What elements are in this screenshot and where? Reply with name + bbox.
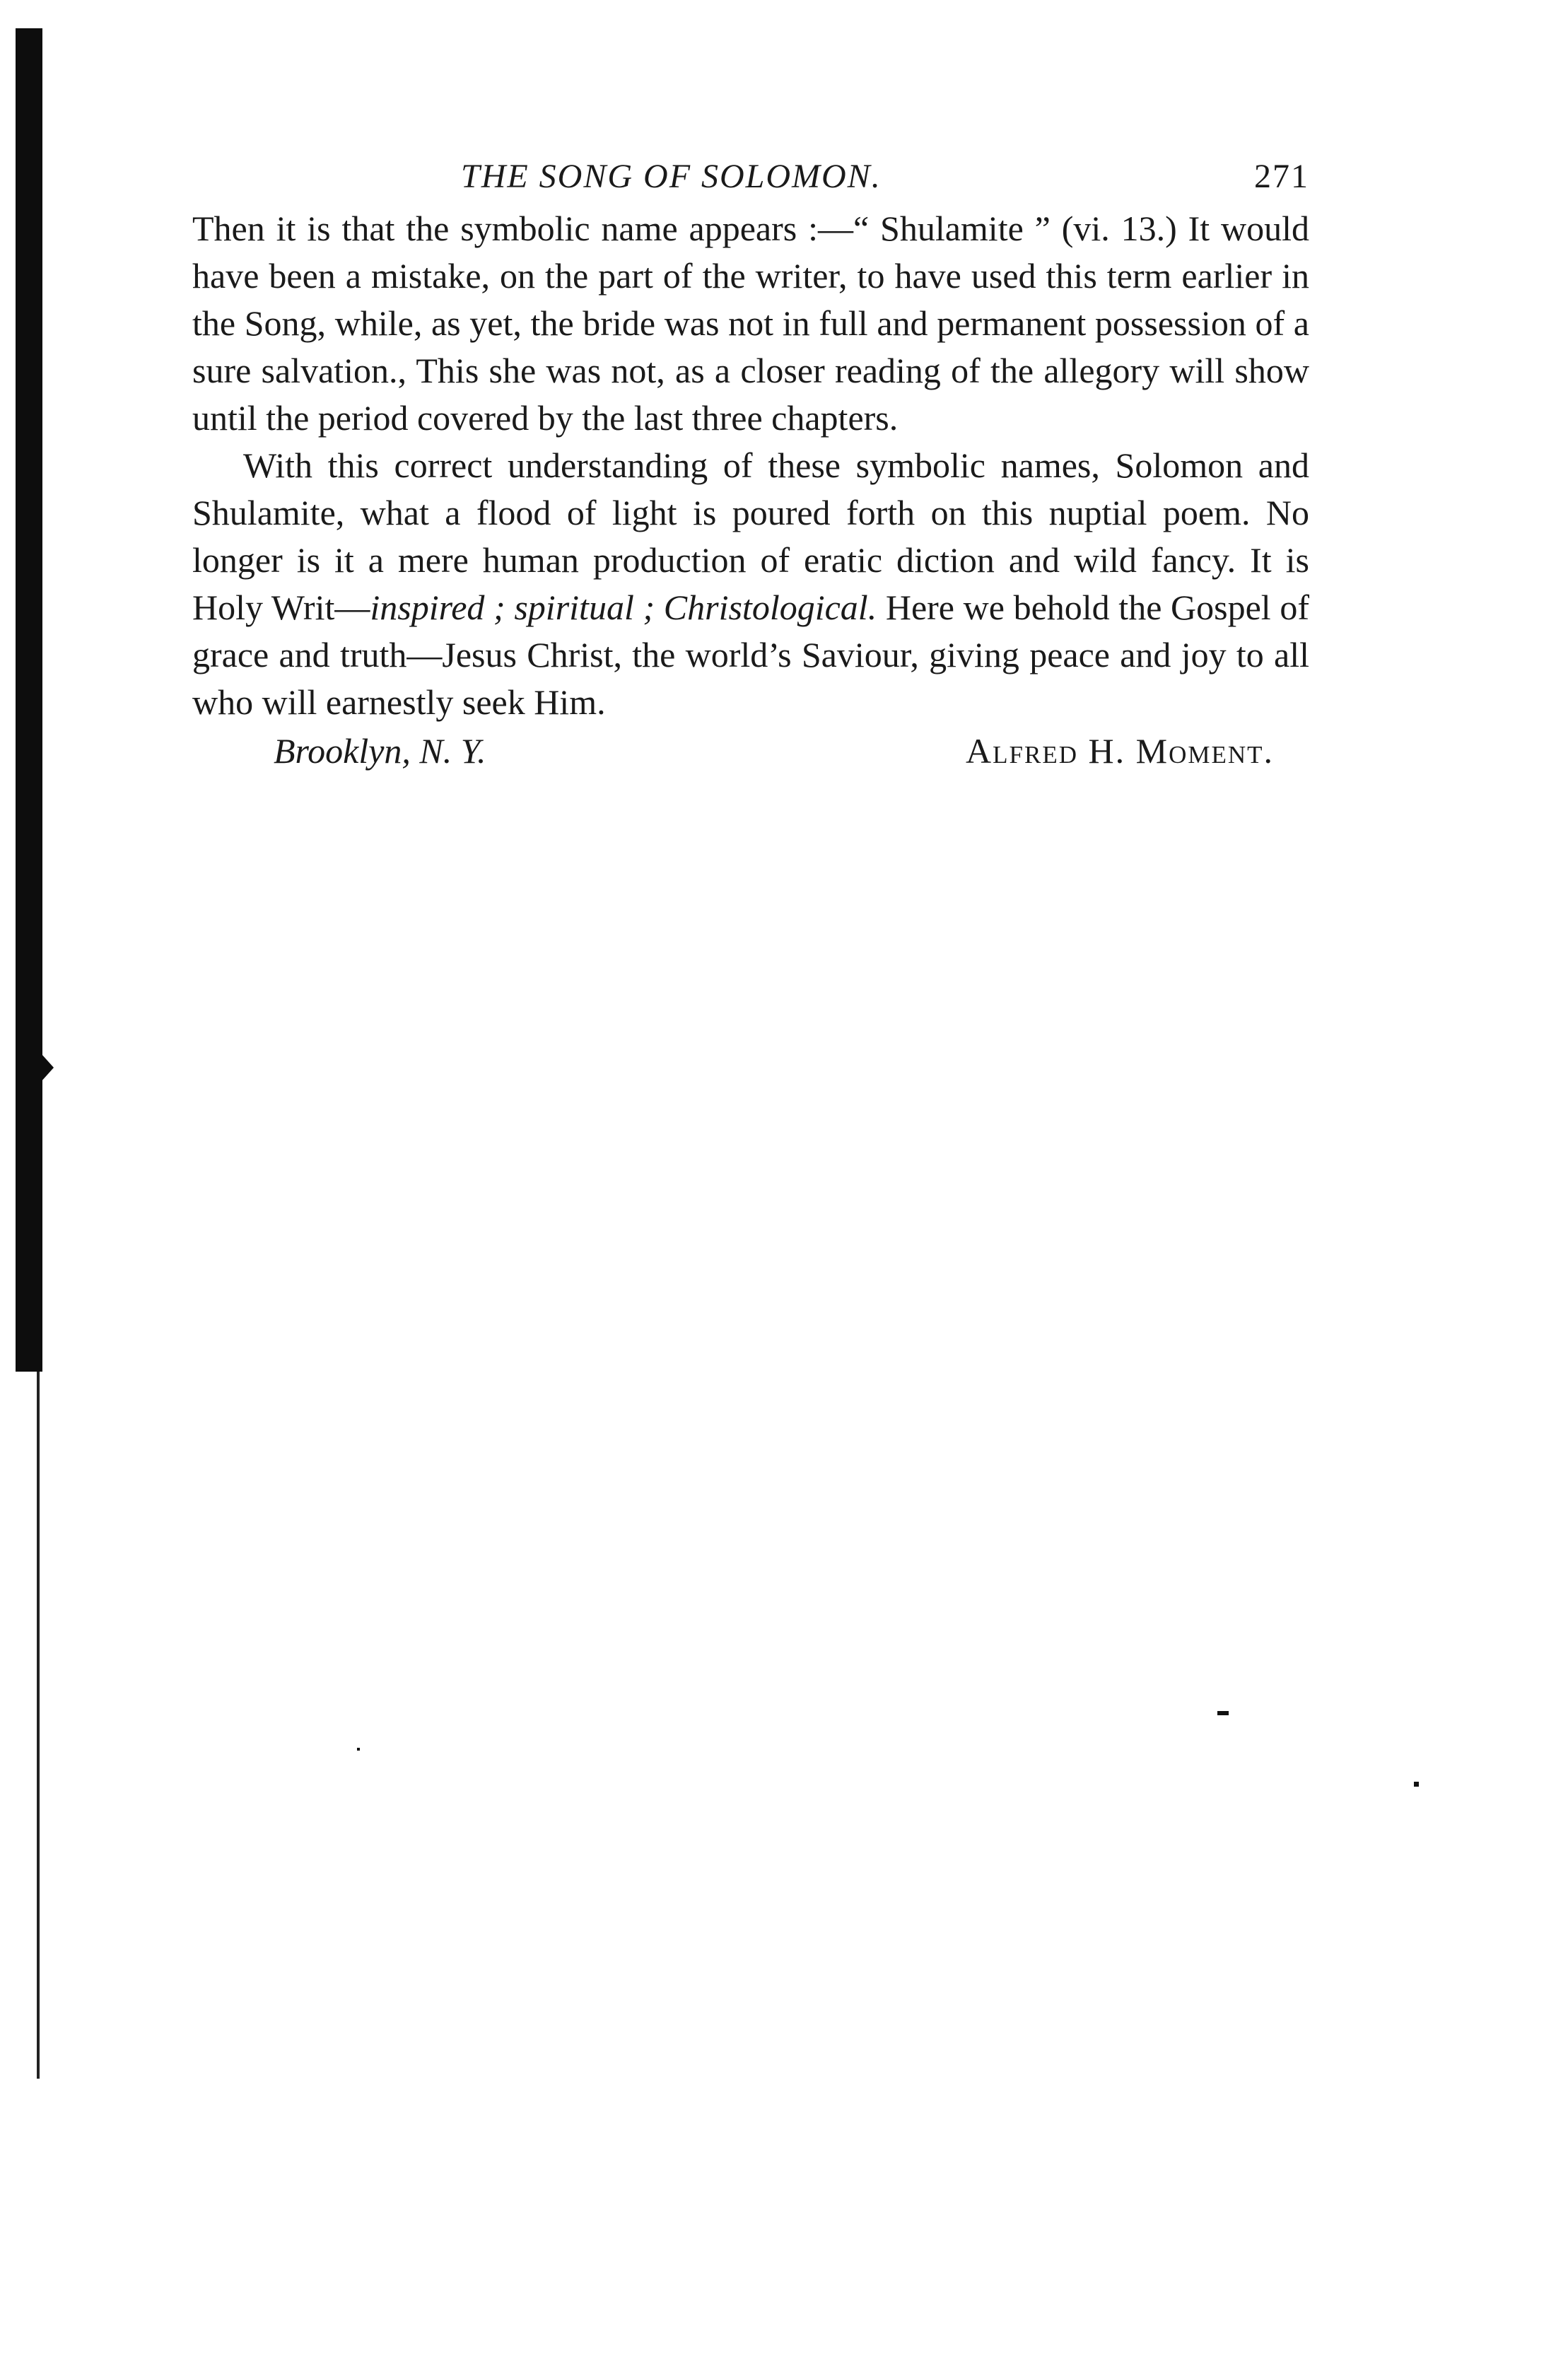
book-page: [192, 141, 1309, 787]
signature-line: [192, 730, 1309, 787]
running-head: [192, 141, 1309, 205]
running-title: THE SONG OF SOLOMON.: [461, 158, 882, 195]
paragraph: [192, 442, 1309, 726]
signature-place: Brooklyn, N. Y.: [274, 731, 486, 771]
signature-author: Alfred H. Moment.: [966, 731, 1274, 771]
paragraph-text: Here we behold the Gospel of grace and truth—Jesus Christ, the world’s Saviour, giving peace and joy to all who will earnestly seek Him.: [192, 588, 1309, 722]
scan-binding-edge: [16, 28, 42, 1372]
scan-speck: [1414, 1782, 1419, 1787]
paragraph: Then it is that the symbolic name appears :—“ Shulamite ” (vi. 13.) It would have been a mistake, on the part of the writer, to have used this term earlier in the Song, while, as yet, the bride was not in full and permanent possession of a sure salvation., This she was not, as a closer reading of the allegory will show until the period covered by the last three chapters.: [192, 209, 1309, 438]
paragraph-italic-text: inspired ; spiritual ; Christological.: [370, 588, 877, 627]
scan-speck: [357, 1748, 360, 1751]
page-number: 271: [1254, 158, 1309, 195]
scan-speck: [1217, 1711, 1229, 1715]
paragraph-text: With this correct understanding of these symbolic names, Solomon and Shulamite, what a flood of light is poured forth on this nuptial poem. No longer is it a mere human production of eratic diction and wild fancy. It is Holy Writ—: [192, 445, 1309, 627]
scan-edge-tail: [37, 1372, 40, 2079]
scan-edge-notch: [28, 1039, 54, 1096]
body-text: [192, 205, 1309, 726]
